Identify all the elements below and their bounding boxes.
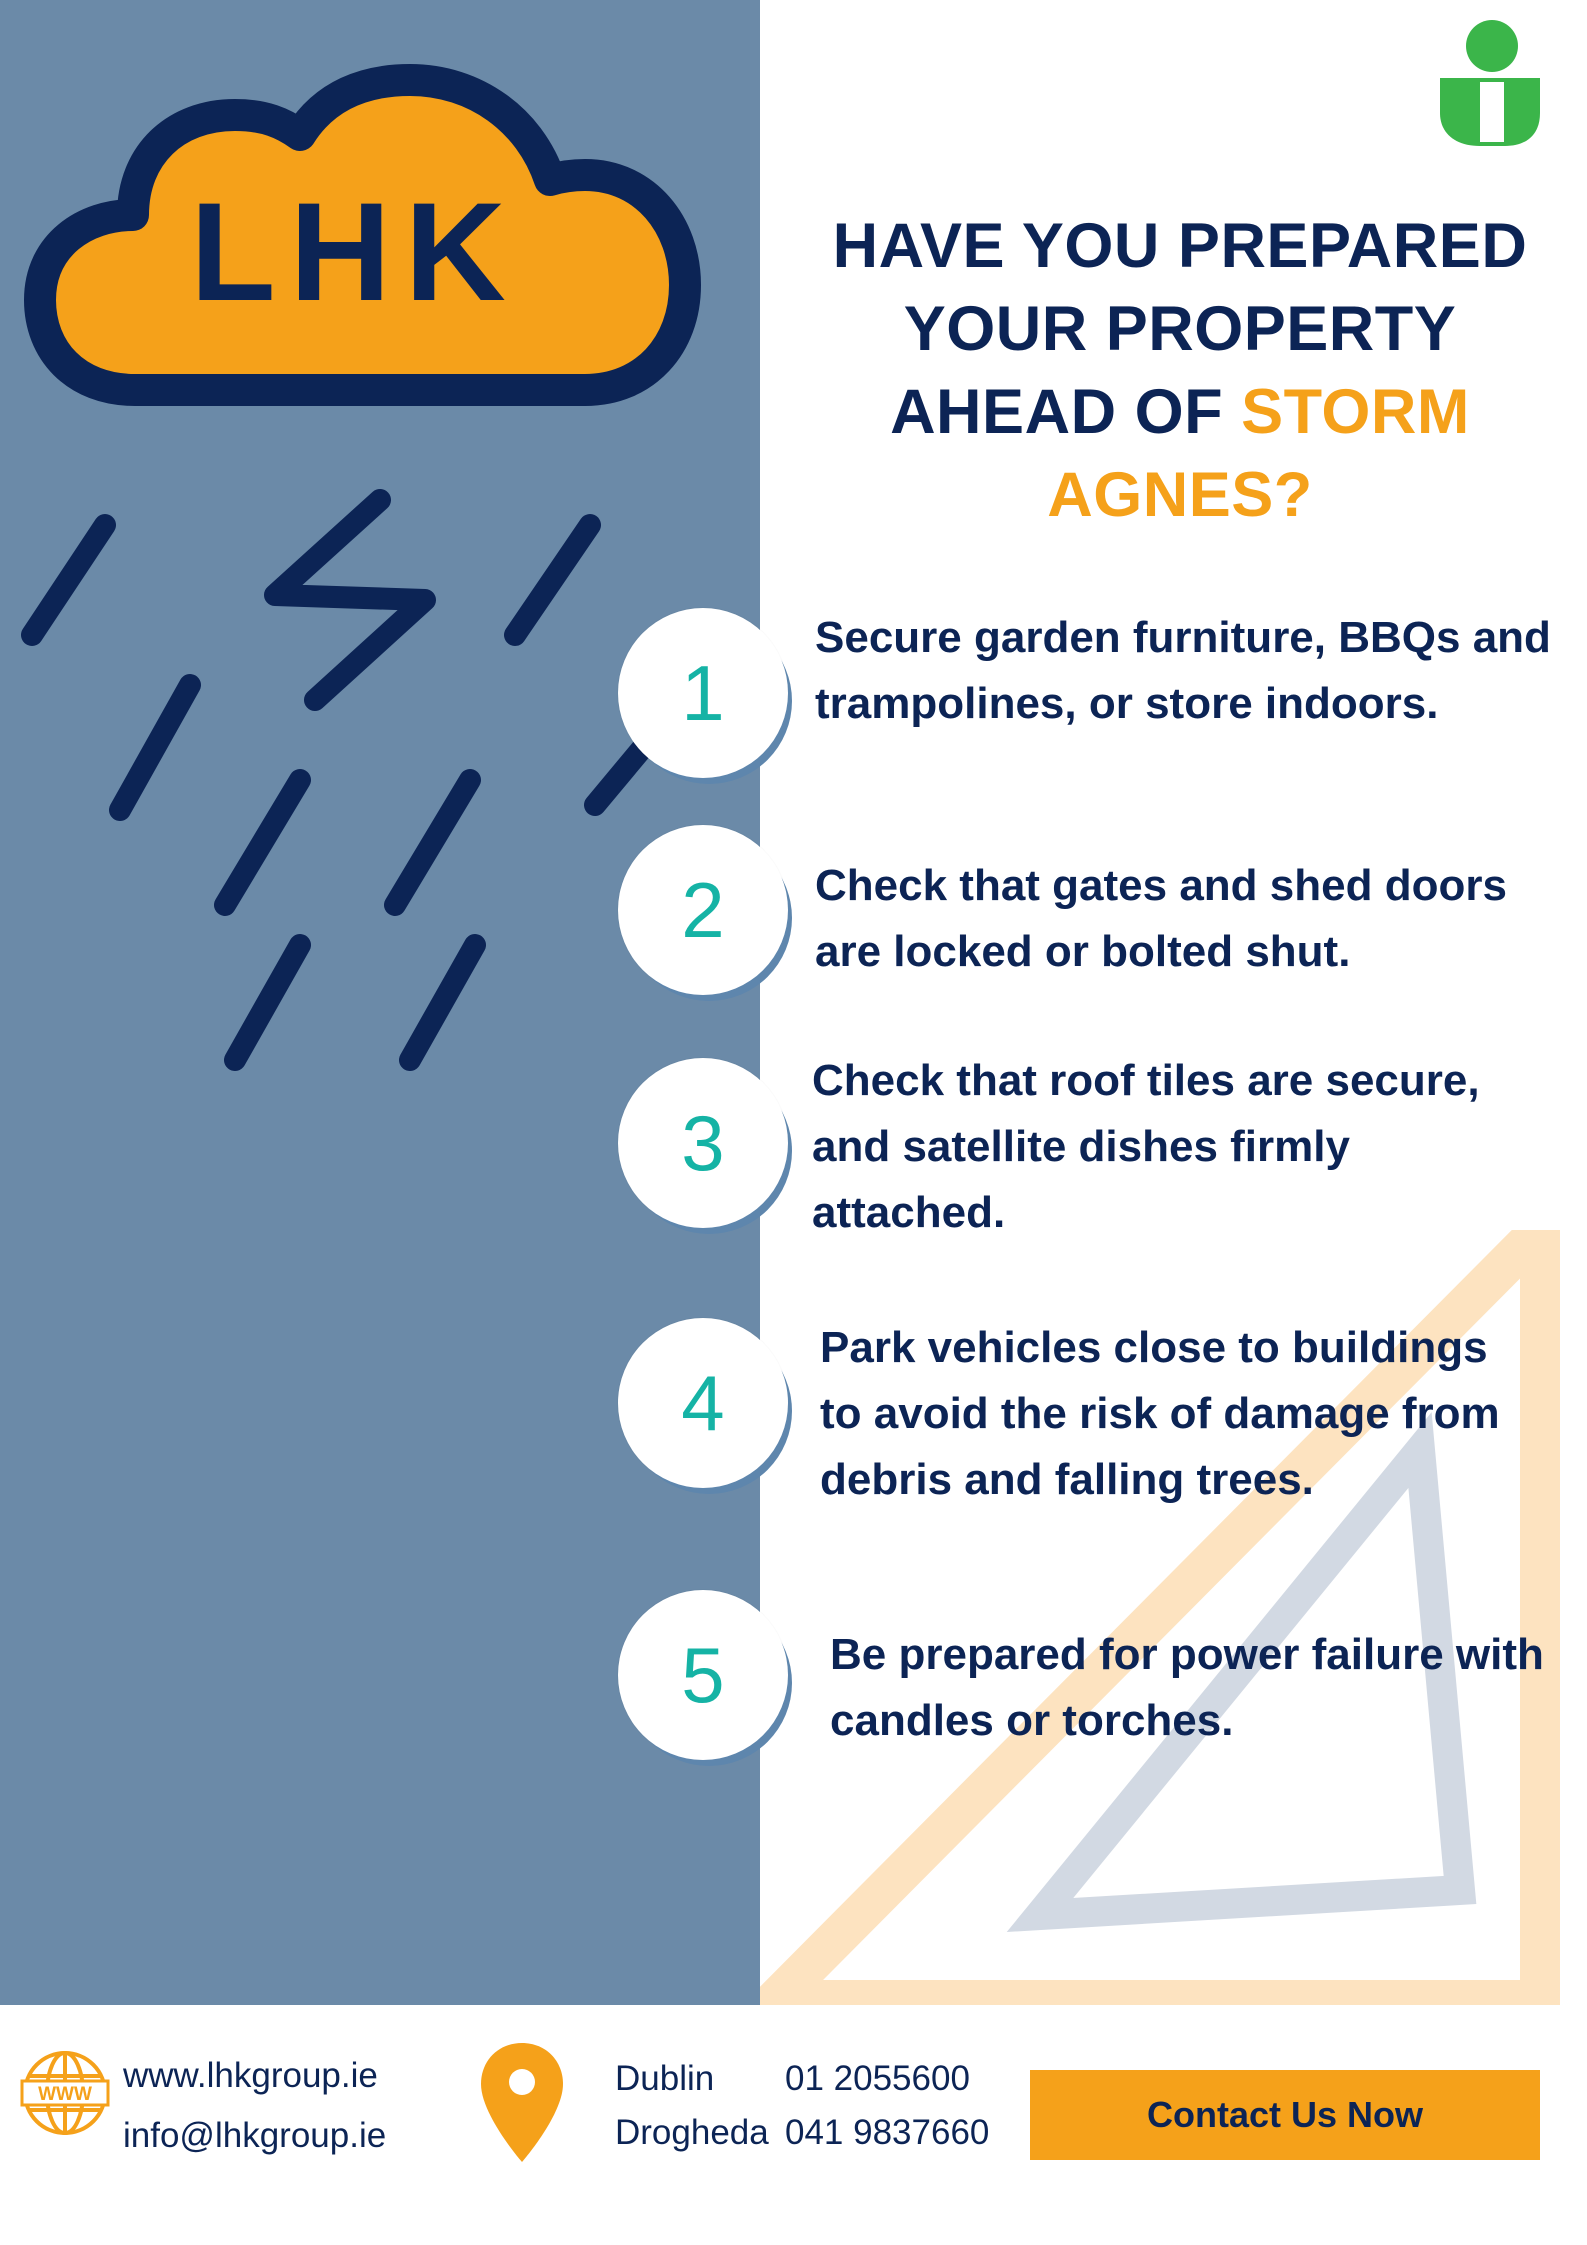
step-3-line-1: Check that roof tiles are secure, (812, 1056, 1480, 1105)
website-link[interactable]: www.lhkgroup.ie (123, 2056, 378, 2095)
brand-logo-icon (1430, 18, 1545, 148)
step-1-line-1: Secure garden furniture, BBQs and (815, 613, 1551, 662)
step-1-number: 1 (618, 608, 788, 778)
step-3-line-3: attached. (812, 1188, 1006, 1237)
rain-drop (32, 525, 105, 635)
step-4-line-1: Park vehicles close to buildings (820, 1323, 1488, 1372)
step-4-number: 4 (618, 1318, 788, 1488)
rain-drop (395, 780, 470, 905)
email-link[interactable]: info@lhkgroup.ie (123, 2116, 387, 2155)
headline (790, 205, 1570, 537)
office-dublin-phone: 01 2055600 (785, 2059, 970, 2098)
headline-line-2: YOUR PROPERTY (903, 294, 1457, 364)
step-2-line-1: Check that gates and shed doors (815, 861, 1507, 910)
rain-drop (235, 945, 300, 1060)
step-3-text (812, 1048, 1572, 1246)
location-pin-icon (478, 2040, 566, 2165)
step-3-line-2: and satellite dishes firmly (812, 1122, 1350, 1171)
brand-logo-dot (1466, 20, 1518, 72)
headline-accent-storm: STORM (1241, 377, 1470, 447)
rain-drop (225, 780, 300, 905)
headline-accent-agnes: AGNES? (1047, 460, 1313, 530)
rain-drop (410, 945, 475, 1060)
step-1-line-2: trampolines, or store indoors. (815, 679, 1439, 728)
headline-line-3 (790, 371, 1570, 454)
logo-text: LHK (190, 173, 520, 330)
rain-drop (515, 525, 590, 635)
headline-line-1: HAVE YOU PREPARED (832, 211, 1528, 281)
office-dublin-city: Dublin (615, 2059, 715, 2098)
step-2-line-2: are locked or bolted shut. (815, 927, 1351, 976)
lhk-cloud-logo (15, 55, 705, 425)
globe-www-icon (20, 2048, 110, 2138)
www-badge-text: WWW (38, 2084, 92, 2105)
step-1-text (815, 605, 1575, 737)
step-5-line-2: candles or torches. (830, 1696, 1234, 1745)
office-drogheda-phone: 041 9837660 (785, 2113, 990, 2152)
step-5-line-1: Be prepared for power failure with (830, 1630, 1544, 1679)
rain-drop (595, 745, 645, 805)
lightning-bolt (275, 500, 425, 700)
step-2-text (815, 853, 1575, 985)
office-drogheda-city: Drogheda (615, 2113, 769, 2152)
step-2-number: 2 (618, 825, 788, 995)
step-4-line-3: debris and falling trees. (820, 1455, 1314, 1504)
step-4-text (820, 1315, 1580, 1513)
step-5-text (830, 1622, 1587, 1754)
rain-drop (120, 685, 190, 810)
step-5-number: 5 (618, 1590, 788, 1760)
step-3-number: 3 (618, 1058, 788, 1228)
step-4-line-2: to avoid the risk of damage from (820, 1389, 1500, 1438)
rain-lightning-illustration (0, 470, 760, 1090)
contact-us-button[interactable]: Contact Us Now (1030, 2070, 1540, 2160)
headline-line-3-prefix: AHEAD OF (890, 377, 1242, 447)
